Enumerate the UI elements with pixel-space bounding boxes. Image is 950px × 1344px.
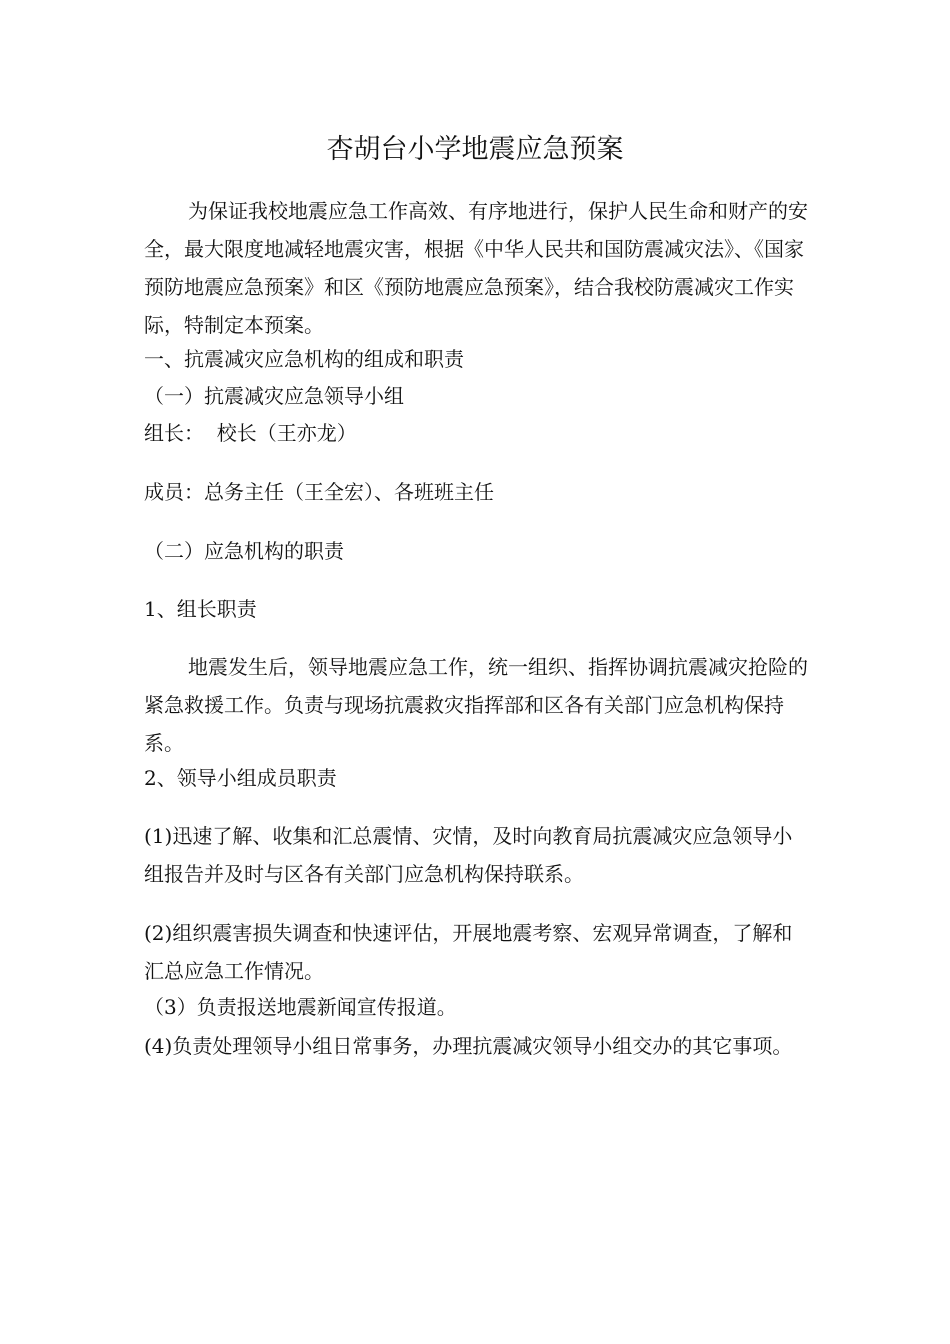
subsection2-heading: （二）应急机构的职责 (144, 539, 344, 563)
duty2-paragraph: (2)组织震害损失调查和快速评估，开展地震考察、宏观异常调查，了解和汇总应急工作情况。 (144, 921, 793, 983)
duty1-paragraph: (1)迅速了解、收集和汇总震情、灾情，及时向教育局抗震减灾应急领导小组报告并及时与区各有关部门应急机构保持联系。 (144, 824, 793, 886)
duty3-paragraph: （3）负责报送地震新闻宣传报道。 (144, 995, 457, 1019)
duty4-paragraph: (4)负责处理领导小组日常事务，办理抗震减灾领导小组交办的其它事项。 (144, 1034, 793, 1058)
item1-text: 地震发生后，领导地震应急工作，统一组织、指挥协调抗震减灾抢险的紧急救援工作。负责与现场抗震救灾指挥部和区各有关部门应急机构保持系。 (144, 655, 808, 755)
intro-paragraph: 为保证我校地震应急工作高效、有序地进行，保护人民生命和财产的安全，最大限度地减轻地震灾害，根据《中华人民共和国防震减灾法》、《国家预防地震应急预案》和区《预防地震应急预案》，结合我校防震减灾工作实际，特制定本预案。 (144, 199, 808, 337)
section1-heading: 一、抗震减灾应急机构的组成和职责 (144, 347, 464, 371)
item2-heading: 2、领导小组成员职责 (144, 766, 337, 790)
item1-heading: 1、组长职责 (144, 597, 257, 621)
document-title: 杏胡台小学地震应急预案 (326, 134, 624, 165)
subsection1-heading: （一）抗震减灾应急领导小组 (144, 384, 404, 408)
leader-line: 组长： 校长（王亦龙） (144, 421, 357, 445)
members-line: 成员：总务主任（王全宏）、各班班主任 (144, 480, 494, 504)
